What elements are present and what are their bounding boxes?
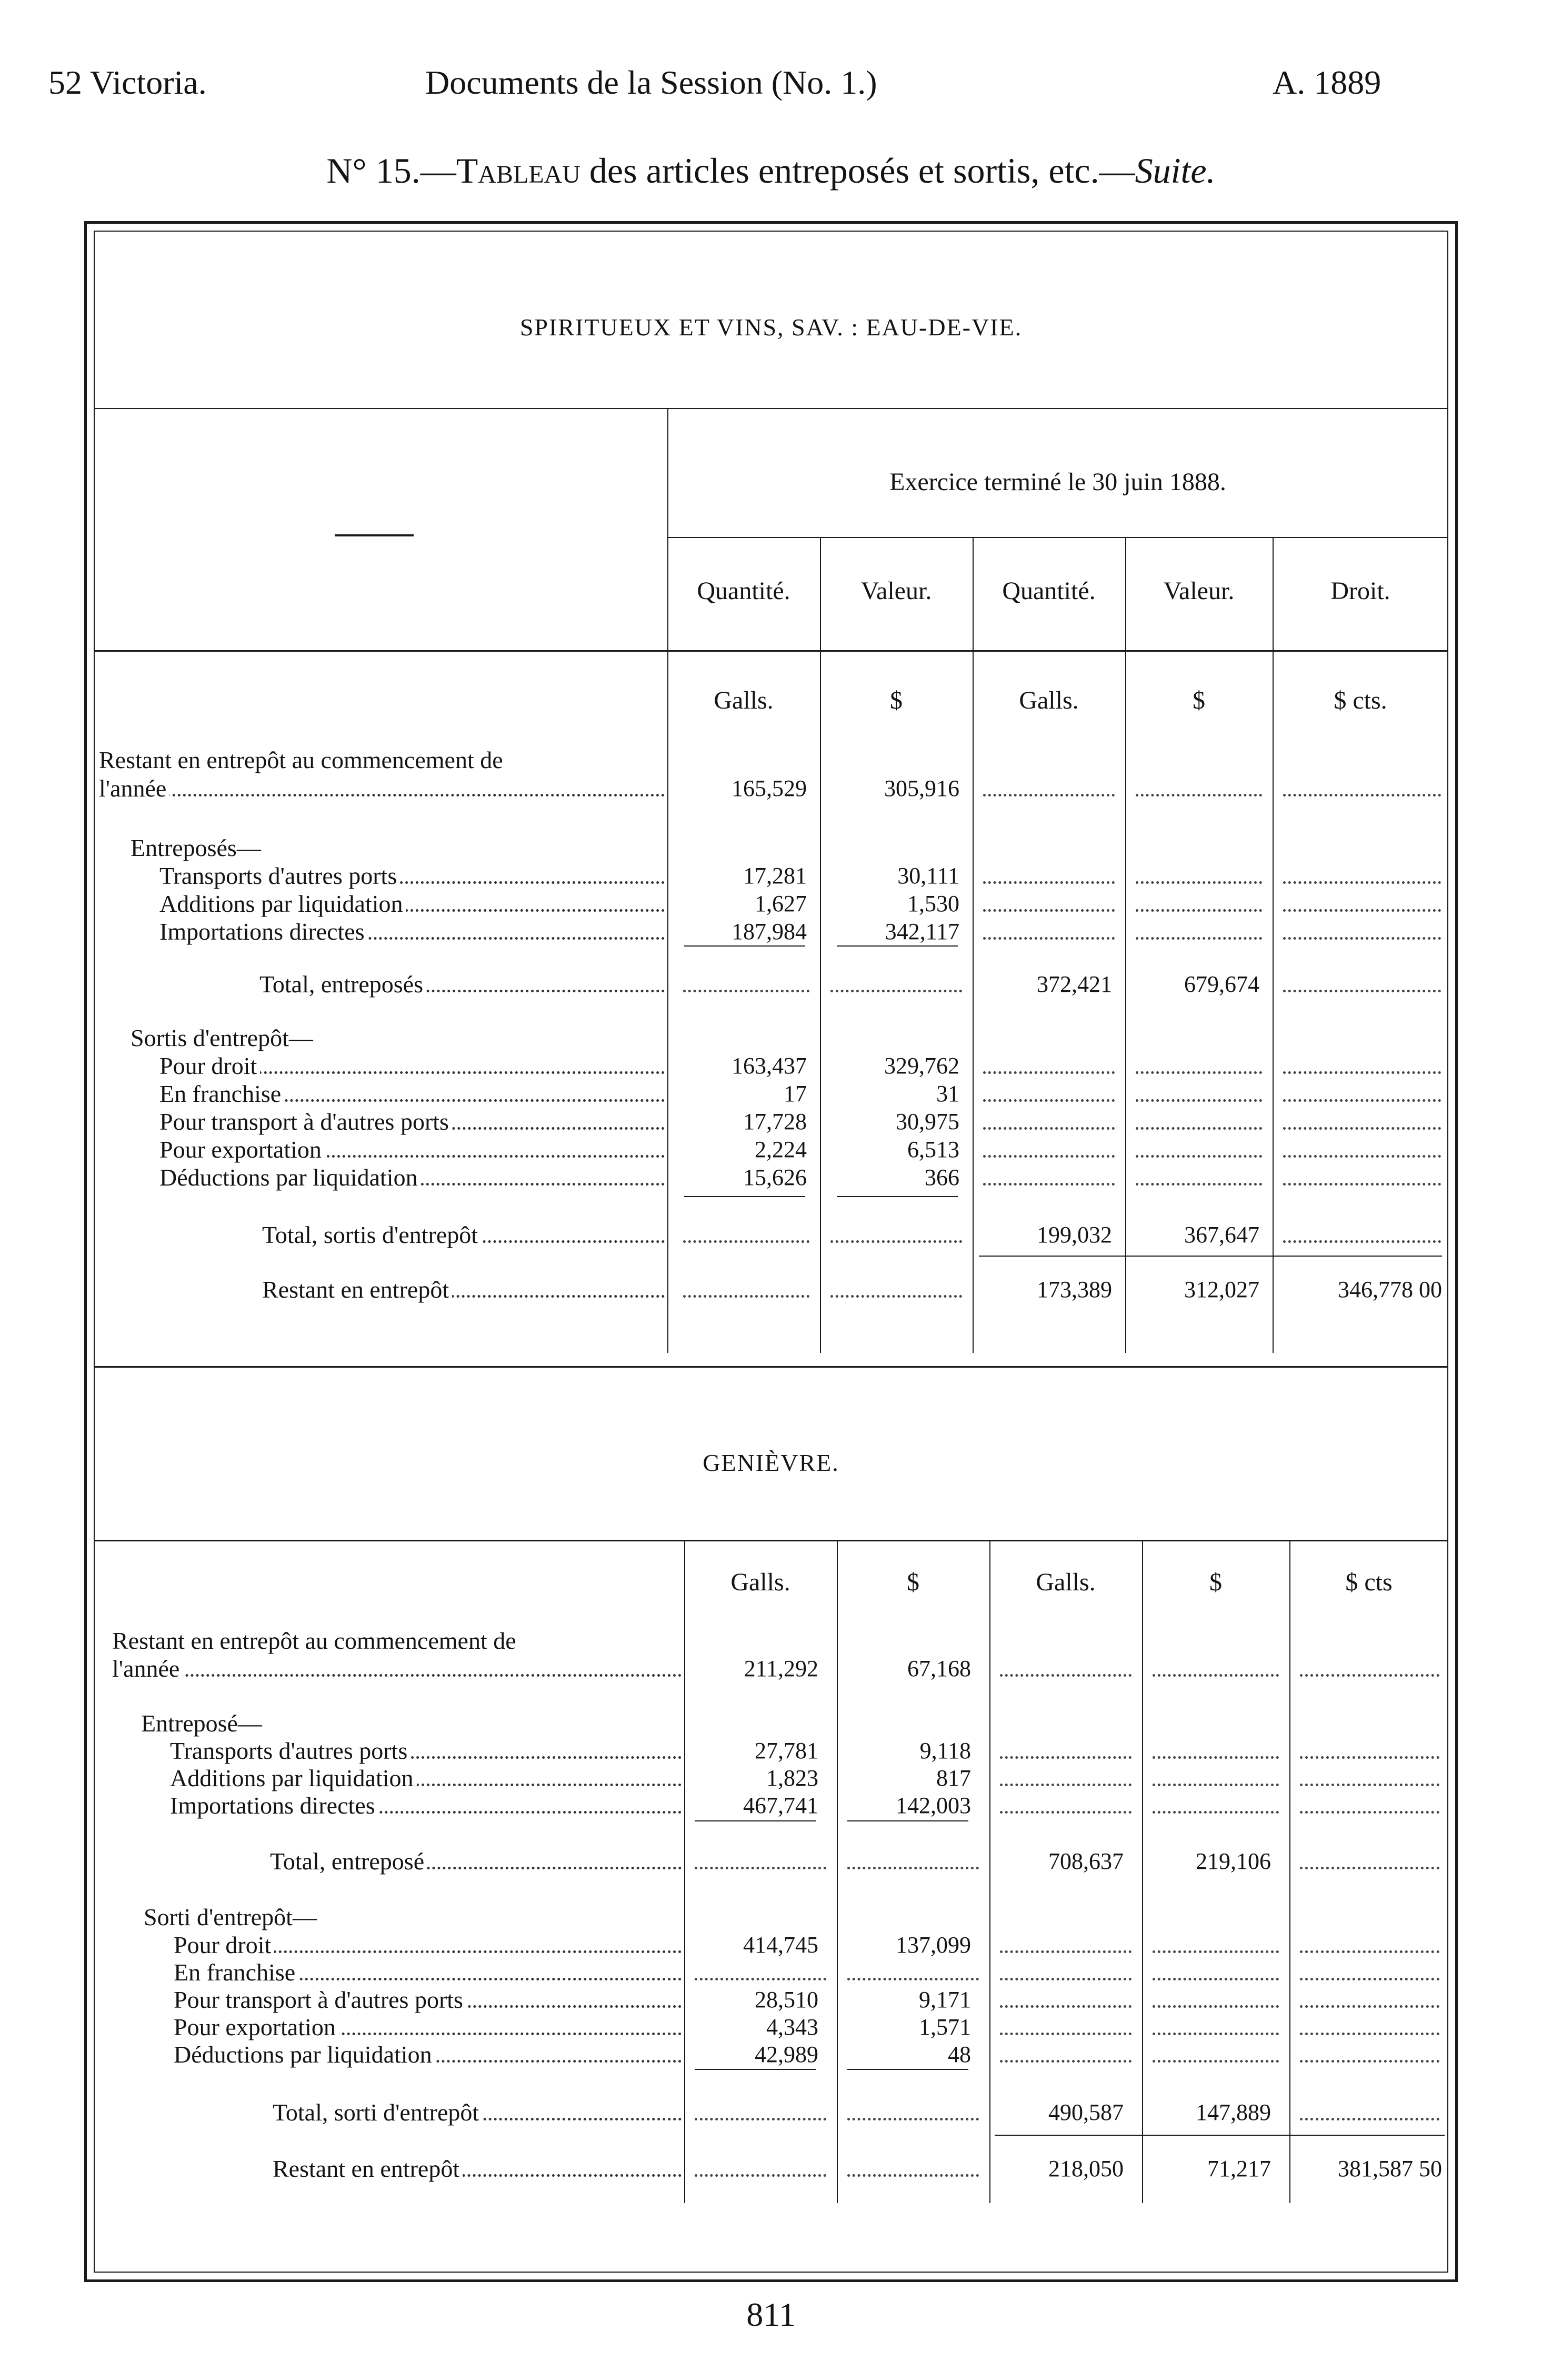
unit-label: $ (890, 686, 903, 714)
dotted-cell (1000, 1784, 1132, 1786)
cell-valeur: 1,530 (907, 891, 959, 917)
dotted-cell (1000, 2060, 1132, 2063)
cell-valeur: 48 (948, 2042, 971, 2067)
unit-label: $ (1209, 1568, 1222, 1596)
col-header-valeur-1: Valeur. (860, 577, 932, 605)
section-heading-eau-de-vie: SPIRITUEUX ET VINS, SAV. : EAU-DE-VIE. (519, 314, 1023, 341)
row-label: Pour exportation (174, 2013, 682, 2042)
subtotal-rule (695, 2069, 816, 2070)
col-header-quantite-1: Quantité. (697, 577, 790, 605)
cell-quantite: 17 (784, 1081, 807, 1107)
total-label: Total, sortis d'entrepôt (262, 1220, 665, 1250)
row-label: En franchise (174, 1958, 682, 1987)
header-center: Documents de la Session (No. 1.) (425, 64, 877, 101)
dotted-cell (847, 1867, 979, 1869)
cell-valeur: 67,168 (907, 1656, 971, 1681)
cell-restant-quantite: 173,389 (1037, 1277, 1112, 1302)
dotted-cell (1153, 1950, 1279, 1953)
cell-quantite: 165,529 (732, 775, 807, 801)
unit-label: Galls. (730, 1568, 790, 1596)
dotted-cell (983, 1155, 1115, 1158)
rule (1273, 537, 1274, 1353)
dotted-cell (1136, 1099, 1262, 1102)
unit-label: Galls. (714, 686, 774, 714)
dotted-cell (1300, 2033, 1439, 2035)
group-label: Entreposé— (141, 1709, 682, 1738)
dotted-cell (1153, 1784, 1279, 1786)
cell-valeur: 30,975 (896, 1109, 959, 1134)
cell-valeur: 817 (936, 1765, 971, 1791)
dotted-cell (1153, 1756, 1279, 1759)
dotted-cell (1283, 937, 1441, 940)
dotted-cell (1136, 1155, 1262, 1158)
dotted-cell (1136, 1183, 1262, 1186)
title-suite: Suite. (1135, 151, 1216, 191)
cell-total-valeur: 147,889 (1196, 2099, 1271, 2125)
dotted-cell (1153, 2060, 1279, 2063)
page-number: 811 (746, 2296, 796, 2333)
rule (94, 408, 1448, 409)
col-header-droit: Droit. (1330, 577, 1390, 605)
dotted-cell (1300, 1674, 1439, 1677)
cell-quantite: 2,224 (755, 1137, 807, 1162)
row-label: Additions par liquidation (170, 1764, 682, 1793)
row-label: Pour transport à d'autres ports (159, 1107, 665, 1137)
cell-valeur: 31 (936, 1081, 959, 1107)
cell-quantite: 1,823 (766, 1765, 818, 1791)
dotted-cell (1300, 1950, 1439, 1953)
dotted-cell (1283, 1099, 1441, 1102)
dotted-cell (1283, 794, 1441, 796)
dotted-cell (1153, 2005, 1279, 2008)
cell-total-valeur: 679,674 (1184, 971, 1259, 997)
col-header-valeur-2: Valeur. (1163, 577, 1235, 605)
rule (837, 1540, 838, 2203)
row-label: Déductions par liquidation (159, 1163, 665, 1192)
dotted-cell (1300, 2060, 1439, 2063)
row-label: l'année (112, 1654, 682, 1684)
cell-total-valeur: 367,647 (1184, 1222, 1259, 1248)
dotted-cell (983, 1127, 1115, 1130)
title-tableau: Tableau (456, 151, 580, 191)
row-label: Transports d'autres ports (170, 1736, 682, 1766)
rule (94, 650, 1448, 652)
dotted-cell (830, 1240, 962, 1243)
dotted-cell (983, 881, 1115, 884)
header-right: A. 1889 (1273, 64, 1381, 101)
subtotal-rule (847, 1820, 968, 1821)
row-label: Additions par liquidation (159, 889, 665, 919)
dotted-cell (983, 1071, 1115, 1074)
unit-label: Galls. (1019, 686, 1079, 714)
subtotal-rule (979, 1256, 1442, 1257)
dotted-cell (1000, 1674, 1132, 1677)
cell-total-quantite: 372,421 (1037, 971, 1112, 997)
dotted-cell (1136, 1127, 1262, 1130)
dotted-cell (847, 2118, 979, 2120)
total-label: Total, entreposé (270, 1847, 682, 1876)
dotted-cell (683, 1295, 809, 1298)
cell-quantite: 15,626 (743, 1164, 807, 1190)
cell-quantite: 28,510 (755, 1987, 818, 2013)
stub-dash (335, 534, 414, 536)
group-label: Entreposés— (131, 833, 665, 863)
dotted-cell (1300, 1978, 1439, 1980)
dotted-cell (1283, 1071, 1441, 1074)
unit-label: $ cts. (1334, 686, 1387, 714)
cell-quantite: 1,627 (755, 891, 807, 917)
row-label: l'année (99, 774, 665, 803)
dotted-cell (683, 990, 809, 992)
cell-quantite: 42,989 (755, 2042, 818, 2067)
dotted-cell (1283, 881, 1441, 884)
dotted-cell (1153, 1978, 1279, 1980)
dotted-cell (983, 1183, 1115, 1186)
cell-valeur: 1,571 (919, 2014, 971, 2040)
cell-quantite: 17,281 (743, 863, 807, 889)
rule (94, 1540, 1448, 1541)
dotted-cell (1000, 1811, 1132, 1814)
total-label: Restant en entrepôt (262, 1275, 665, 1304)
dotted-cell (683, 1240, 809, 1243)
cell-restant-valeur: 312,027 (1184, 1277, 1259, 1302)
subtotal-rule (684, 945, 805, 947)
dotted-cell (1000, 2033, 1132, 2035)
dotted-cell (1136, 794, 1262, 796)
dotted-cell (1300, 1784, 1439, 1786)
cell-valeur: 342,117 (885, 919, 959, 944)
unit-label: Galls. (1036, 1568, 1096, 1596)
row-label: En franchise (159, 1079, 665, 1109)
total-label: Total, sorti d'entrepôt (273, 2098, 682, 2127)
cell-valeur: 6,513 (907, 1137, 959, 1162)
cell-valeur: 142,003 (896, 1793, 971, 1818)
dotted-cell (1300, 2005, 1439, 2008)
row-label: Restant en entrepôt au commencement de (112, 1626, 682, 1656)
cell-total-quantite: 199,032 (1037, 1222, 1112, 1248)
title-prefix: N° 15.— (326, 151, 456, 191)
header-left: 52 Victoria. (48, 64, 207, 101)
subtotal-rule (847, 2069, 968, 2070)
cell-valeur: 9,118 (919, 1738, 971, 1764)
dotted-cell (695, 1978, 826, 1980)
dotted-cell (1283, 1155, 1441, 1158)
dotted-cell (1300, 1867, 1439, 1869)
cell-valeur: 137,099 (896, 1932, 971, 1958)
dotted-cell (1283, 909, 1441, 912)
cell-restant-droit: 381,587 50 (1338, 2156, 1442, 2182)
cell-quantite: 4,343 (766, 2014, 818, 2040)
dotted-cell (695, 2118, 826, 2120)
unit-label: $ (907, 1568, 919, 1596)
dotted-cell (983, 909, 1115, 912)
cell-total-valeur: 219,106 (1196, 1848, 1271, 1874)
exercice-heading: Exercice terminé le 30 juin 1888. (889, 468, 1226, 496)
cell-valeur: 366 (925, 1164, 959, 1190)
dotted-cell (1283, 1127, 1441, 1130)
dotted-cell (1300, 1756, 1439, 1759)
dotted-cell (1000, 2005, 1132, 2008)
section-heading-genievre: GENIÈVRE. (703, 1449, 839, 1476)
dotted-cell (1153, 2033, 1279, 2035)
subtotal-rule (695, 1820, 816, 1821)
cell-quantite: 27,781 (755, 1738, 818, 1764)
dotted-cell (1300, 1811, 1439, 1814)
cell-valeur: 329,762 (884, 1053, 959, 1079)
dotted-cell (847, 1978, 979, 1980)
dotted-cell (1000, 1756, 1132, 1759)
rule (667, 537, 1448, 538)
dotted-cell (1283, 1240, 1441, 1243)
page-title (0, 150, 1542, 192)
cell-valeur: 30,111 (897, 863, 959, 889)
dotted-cell (830, 990, 962, 992)
unit-label: $ cts (1345, 1568, 1393, 1596)
cell-quantite: 467,741 (743, 1793, 818, 1818)
row-label: Pour droit (174, 1930, 682, 1960)
row-label: Déductions par liquidation (174, 2040, 682, 2069)
subtotal-rule (837, 945, 958, 947)
dotted-cell (1153, 1811, 1279, 1814)
dotted-cell (1000, 1978, 1132, 1980)
group-label: Sorti d'entrepôt— (144, 1903, 682, 1932)
row-label: Pour droit (159, 1051, 665, 1081)
dotted-cell (983, 1099, 1115, 1102)
row-label: Importations directes (170, 1791, 682, 1820)
rule (1289, 1540, 1290, 2203)
group-label: Sortis d'entrepôt— (131, 1023, 665, 1053)
cell-quantite: 211,292 (744, 1656, 818, 1681)
row-label: Restant en entrepôt au commencement de (99, 745, 665, 775)
dotted-cell (1300, 2118, 1439, 2120)
dotted-cell (695, 2174, 826, 2177)
dotted-cell (983, 794, 1115, 796)
unit-label: $ (1193, 686, 1205, 714)
dotted-cell (1136, 881, 1262, 884)
subtotal-rule (995, 2135, 1445, 2136)
title-rest: des articles entreposés et sortis, etc.— (580, 151, 1135, 191)
dotted-cell (1283, 990, 1441, 992)
dotted-cell (983, 937, 1115, 940)
cell-restant-valeur: 71,217 (1207, 2156, 1271, 2182)
subtotal-rule (837, 1196, 958, 1197)
dotted-cell (1136, 1071, 1262, 1074)
dotted-cell (1136, 937, 1262, 940)
cell-restant-droit: 346,778 00 (1338, 1277, 1442, 1302)
dotted-cell (1136, 909, 1262, 912)
cell-quantite: 163,437 (732, 1053, 807, 1079)
cell-valeur: 305,916 (884, 775, 959, 801)
dotted-cell (830, 1295, 962, 1298)
col-header-quantite-2: Quantité. (1002, 577, 1096, 605)
dotted-cell (1283, 1183, 1441, 1186)
rule (94, 1366, 1448, 1368)
total-label: Restant en entrepôt (273, 2154, 682, 2184)
cell-quantite: 187,984 (732, 919, 807, 944)
dotted-cell (1153, 1674, 1279, 1677)
cell-valeur: 9,171 (919, 1987, 971, 2013)
cell-quantite: 17,728 (743, 1109, 807, 1134)
row-label: Transports d'autres ports (159, 861, 665, 891)
cell-total-quantite: 490,587 (1048, 2099, 1124, 2125)
cell-restant-quantite: 218,050 (1048, 2156, 1124, 2182)
row-label: Pour exportation (159, 1135, 665, 1164)
row-label: Importations directes (159, 917, 665, 947)
cell-total-quantite: 708,637 (1048, 1848, 1124, 1874)
total-label: Total, entreposés (259, 970, 665, 999)
dotted-cell (695, 1867, 826, 1869)
rule (684, 1540, 685, 2203)
subtotal-rule (684, 1196, 805, 1197)
row-label: Pour transport à d'autres ports (174, 1985, 682, 2015)
dotted-cell (1000, 1950, 1132, 1953)
dotted-cell (847, 2174, 979, 2177)
cell-quantite: 414,745 (743, 1932, 818, 1958)
